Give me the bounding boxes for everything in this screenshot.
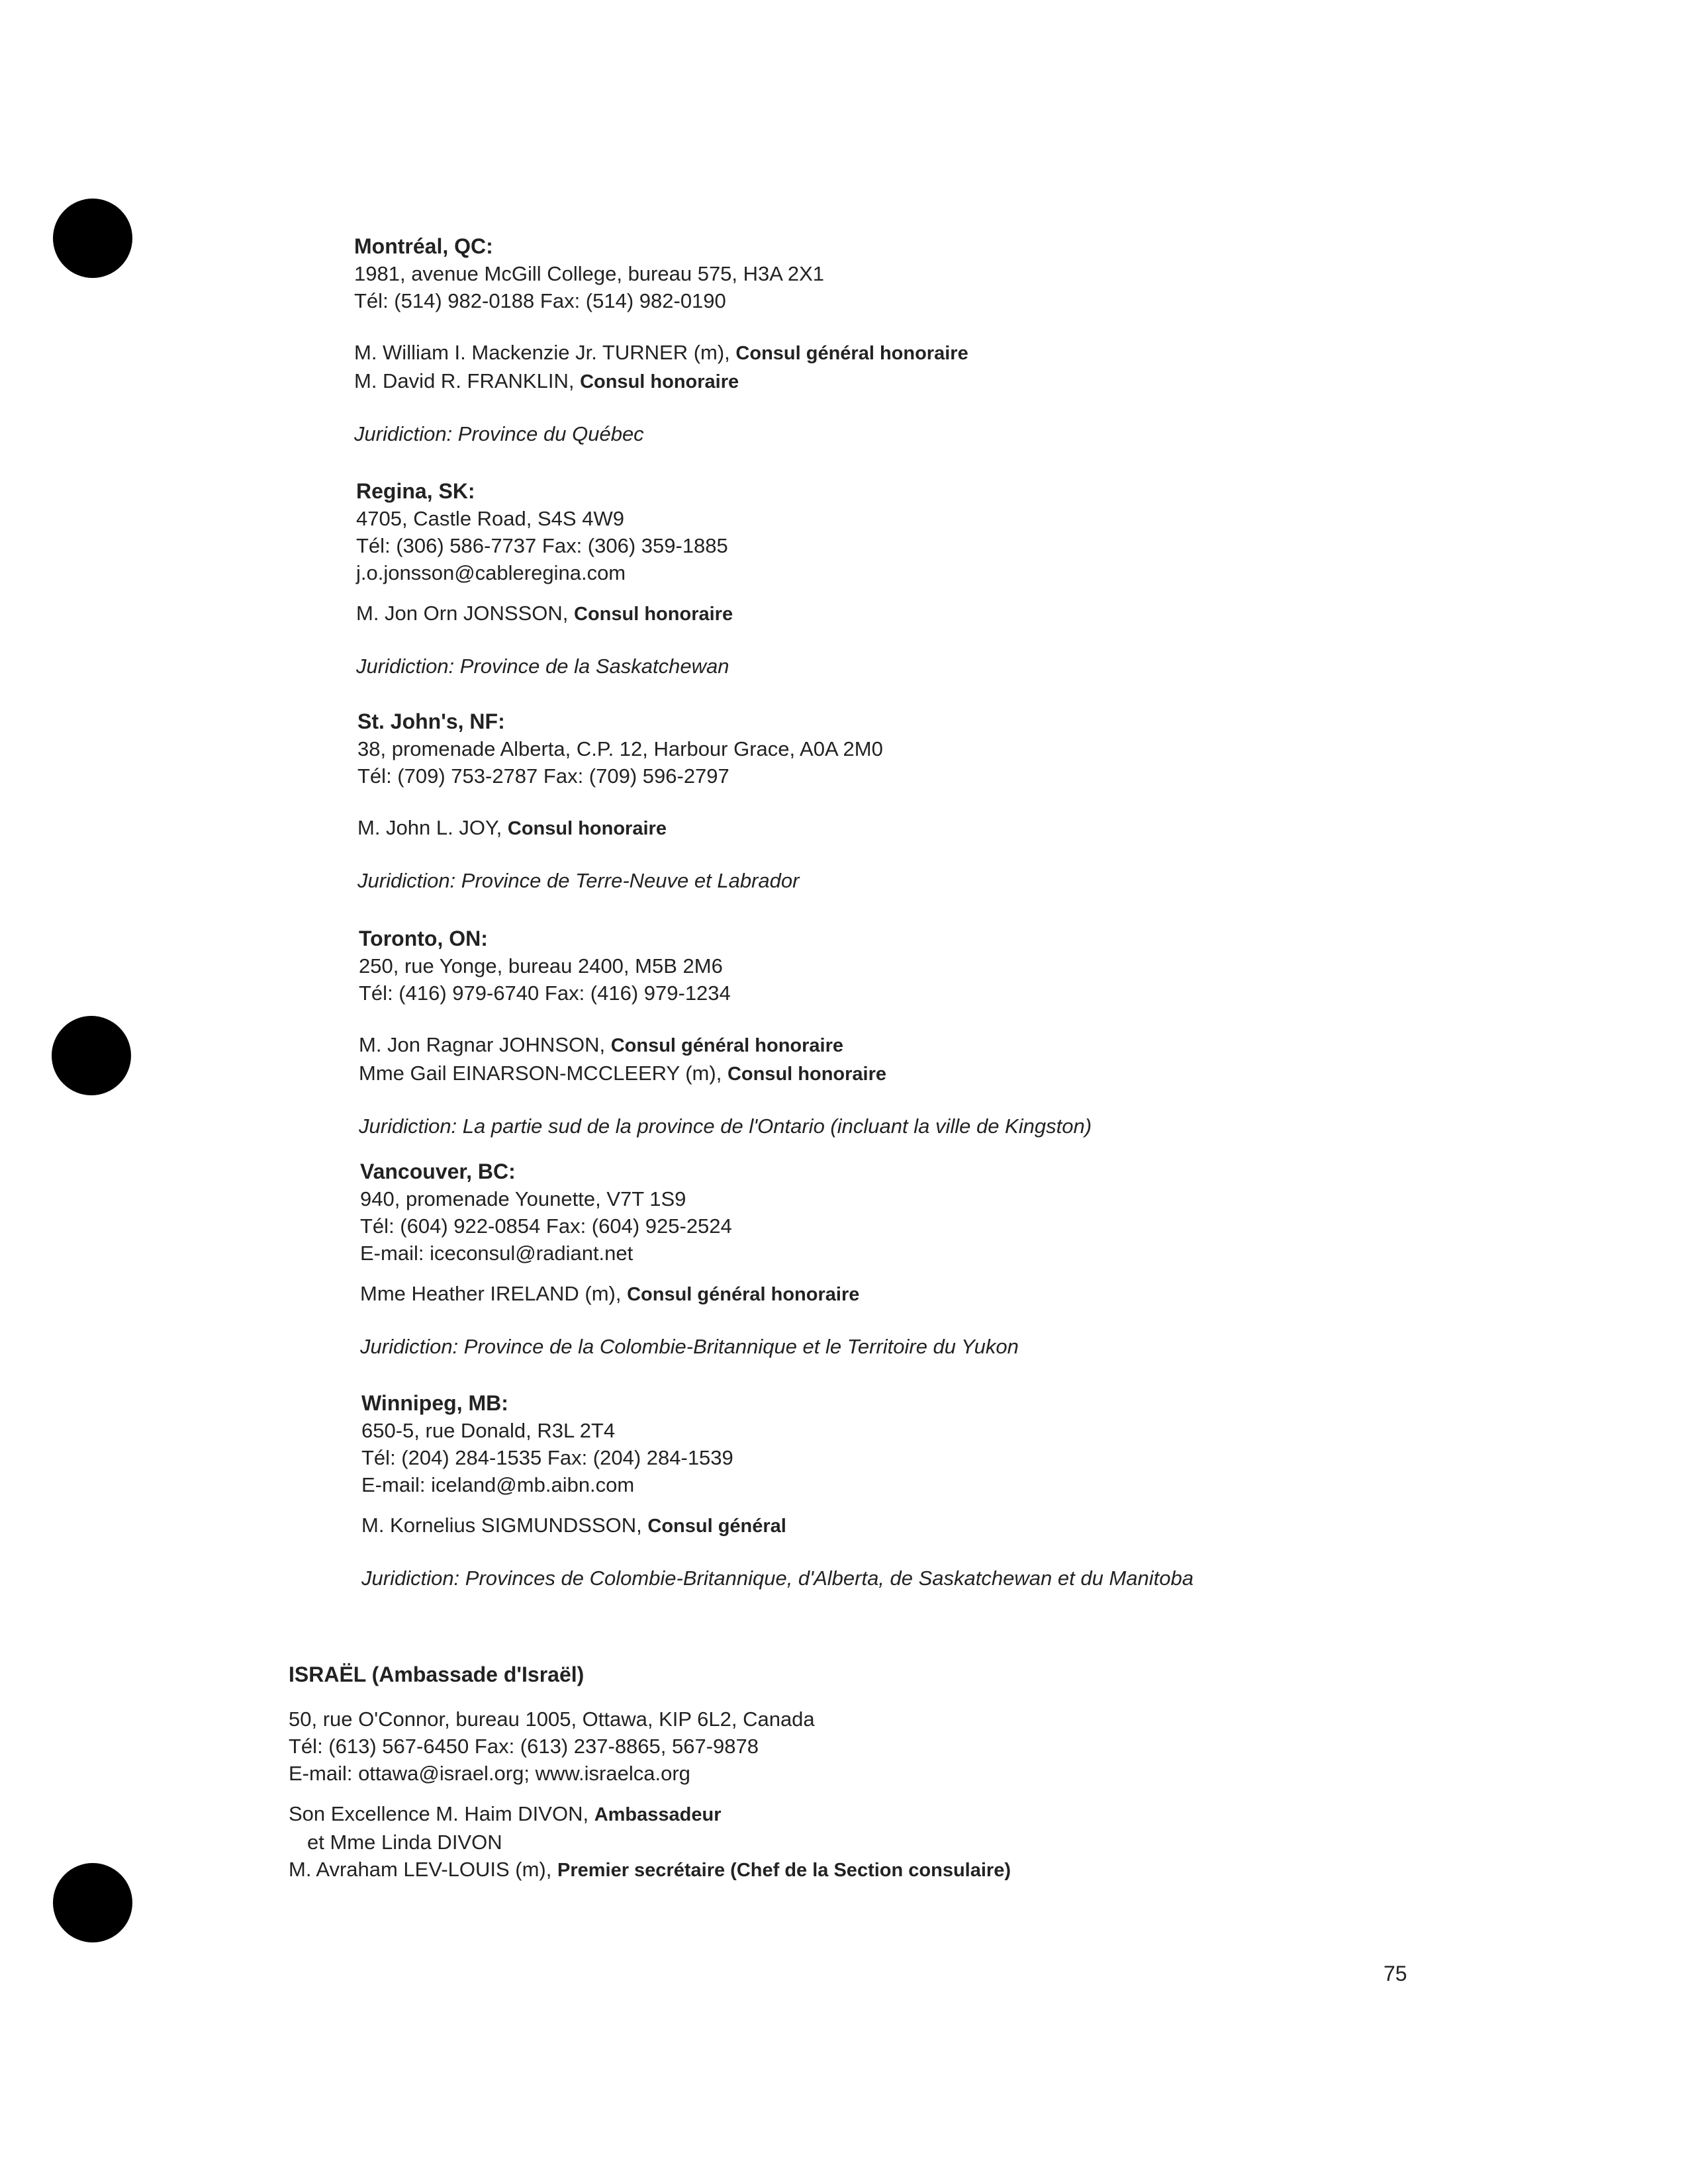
consulate-entry-st-johns <box>357 708 883 894</box>
person-name: Mme Gail EINARSON-MCCLEERY (m), <box>359 1062 727 1085</box>
person-title: Consul honoraire <box>727 1064 887 1085</box>
person-name: et Mme Linda DIVON <box>307 1831 502 1854</box>
embassy-entry-israel <box>289 1661 1011 1884</box>
address: 250, rue Yonge, bureau 2400, M5B 2M6 <box>359 954 723 978</box>
person-title: Ambassadeur <box>594 1804 722 1825</box>
person-name: M. Kornelius SIGMUNDSSON, <box>361 1514 648 1537</box>
city-heading: Winnipeg, MB: <box>361 1391 508 1415</box>
consulate-entry-winnipeg <box>361 1390 1194 1592</box>
country-heading: ISRAËL (Ambassade d'Israël) <box>289 1662 585 1686</box>
binder-hole-top <box>53 199 132 278</box>
address: 4705, Castle Road, S4S 4W9 <box>356 507 624 530</box>
email: E-mail: iceconsul@radiant.net <box>360 1242 633 1265</box>
person-entry <box>359 1060 1092 1088</box>
address: 940, promenade Younette, V7T 1S9 <box>360 1187 686 1210</box>
phone-fax: Tél: (204) 284-1535 Fax: (204) 284-1539 <box>361 1446 733 1469</box>
city-heading: Toronto, ON: <box>359 927 488 950</box>
city-heading: St. John's, NF: <box>357 709 505 733</box>
address: 38, promenade Alberta, C.P. 12, Harbour Grace, A0A 2M0 <box>357 737 883 760</box>
person-title: Consul général honoraire <box>627 1284 860 1305</box>
person-title: Premier secrétaire (Chef de la Section consulaire) <box>557 1860 1011 1881</box>
person-entry <box>361 1512 1194 1540</box>
phone-fax: Tél: (709) 753-2787 Fax: (709) 596-2797 <box>357 764 729 788</box>
phone-fax: Tél: (613) 567-6450 Fax: (613) 237-8865, 567-9878 <box>289 1735 759 1758</box>
person-name: M. David R. FRANKLIN, <box>354 369 581 392</box>
person-name: M. William I. Mackenzie Jr. TURNER (m), <box>354 341 736 364</box>
city-heading: Montréal, QC: <box>354 234 493 258</box>
binder-hole-middle <box>52 1016 131 1095</box>
person-entry <box>360 1280 1019 1308</box>
person-entry <box>354 367 968 396</box>
consulate-entry-vancouver <box>360 1158 1019 1360</box>
person-entry <box>289 1829 1011 1856</box>
person-name: Mme Heather IRELAND (m), <box>360 1282 628 1305</box>
person-entry <box>359 1031 1092 1060</box>
email: E-mail: ottawa@israel.org; www.israelca.org <box>289 1762 690 1785</box>
person-title: Consul général honoraire <box>735 343 968 364</box>
person-entry <box>289 1800 1011 1829</box>
jurisdiction: Juridiction: Provinces de Colombie-Britannique, d'Alberta, de Saskatchewan et du Manitoba <box>361 1567 1194 1590</box>
person-entry <box>356 600 733 628</box>
jurisdiction: Juridiction: Province du Québec <box>354 422 644 445</box>
person-name: M. John L. JOY, <box>357 816 508 839</box>
person-name: M. Jon Ragnar JOHNSON, <box>359 1033 611 1056</box>
person-title: Consul honoraire <box>574 604 733 625</box>
person-entry <box>357 814 883 842</box>
phone-fax: Tél: (416) 979-6740 Fax: (416) 979-1234 <box>359 981 731 1005</box>
phone-fax: Tél: (604) 922-0854 Fax: (604) 925-2524 <box>360 1214 732 1238</box>
jurisdiction: Juridiction: Province de la Colombie-Britannique et le Territoire du Yukon <box>360 1335 1019 1358</box>
person-title: Consul général <box>647 1516 786 1537</box>
address: 650-5, rue Donald, R3L 2T4 <box>361 1419 616 1442</box>
jurisdiction: Juridiction: Province de la Saskatchewan <box>356 655 729 678</box>
address: 50, rue O'Connor, bureau 1005, Ottawa, KIP 6L2, Canada <box>289 1707 815 1731</box>
email: j.o.jonsson@cableregina.com <box>356 561 626 584</box>
city-heading: Regina, SK: <box>356 479 475 503</box>
person-title: Consul honoraire <box>580 371 739 392</box>
phone-fax: Tél: (306) 586-7737 Fax: (306) 359-1885 <box>356 534 728 557</box>
address: 1981, avenue McGill College, bureau 575, H3A 2X1 <box>354 262 825 285</box>
person-name: M. Avraham LEV-LOUIS (m), <box>289 1858 557 1881</box>
person-title: Consul général honoraire <box>610 1035 844 1056</box>
person-entry <box>354 339 968 367</box>
consulate-entry-toronto <box>359 925 1092 1140</box>
person-name: Son Excellence M. Haim DIVON, <box>289 1802 594 1825</box>
jurisdiction: Juridiction: La partie sud de la province de l'Ontario (incluant la ville de Kingston) <box>359 1115 1092 1138</box>
city-heading: Vancouver, BC: <box>360 1160 516 1183</box>
consulate-entry-regina <box>356 478 733 680</box>
person-title: Consul honoraire <box>507 818 667 839</box>
page-number: 75 <box>1383 1962 1407 1985</box>
consulate-entry-montreal <box>354 233 968 447</box>
phone-fax: Tél: (514) 982-0188 Fax: (514) 982-0190 <box>354 289 726 312</box>
person-name: M. Jon Orn JONSSON, <box>356 602 575 625</box>
person-entry <box>289 1856 1011 1884</box>
email: E-mail: iceland@mb.aibn.com <box>361 1473 635 1496</box>
binder-hole-bottom <box>53 1863 132 1942</box>
jurisdiction: Juridiction: Province de Terre-Neuve et Labrador <box>357 869 800 892</box>
